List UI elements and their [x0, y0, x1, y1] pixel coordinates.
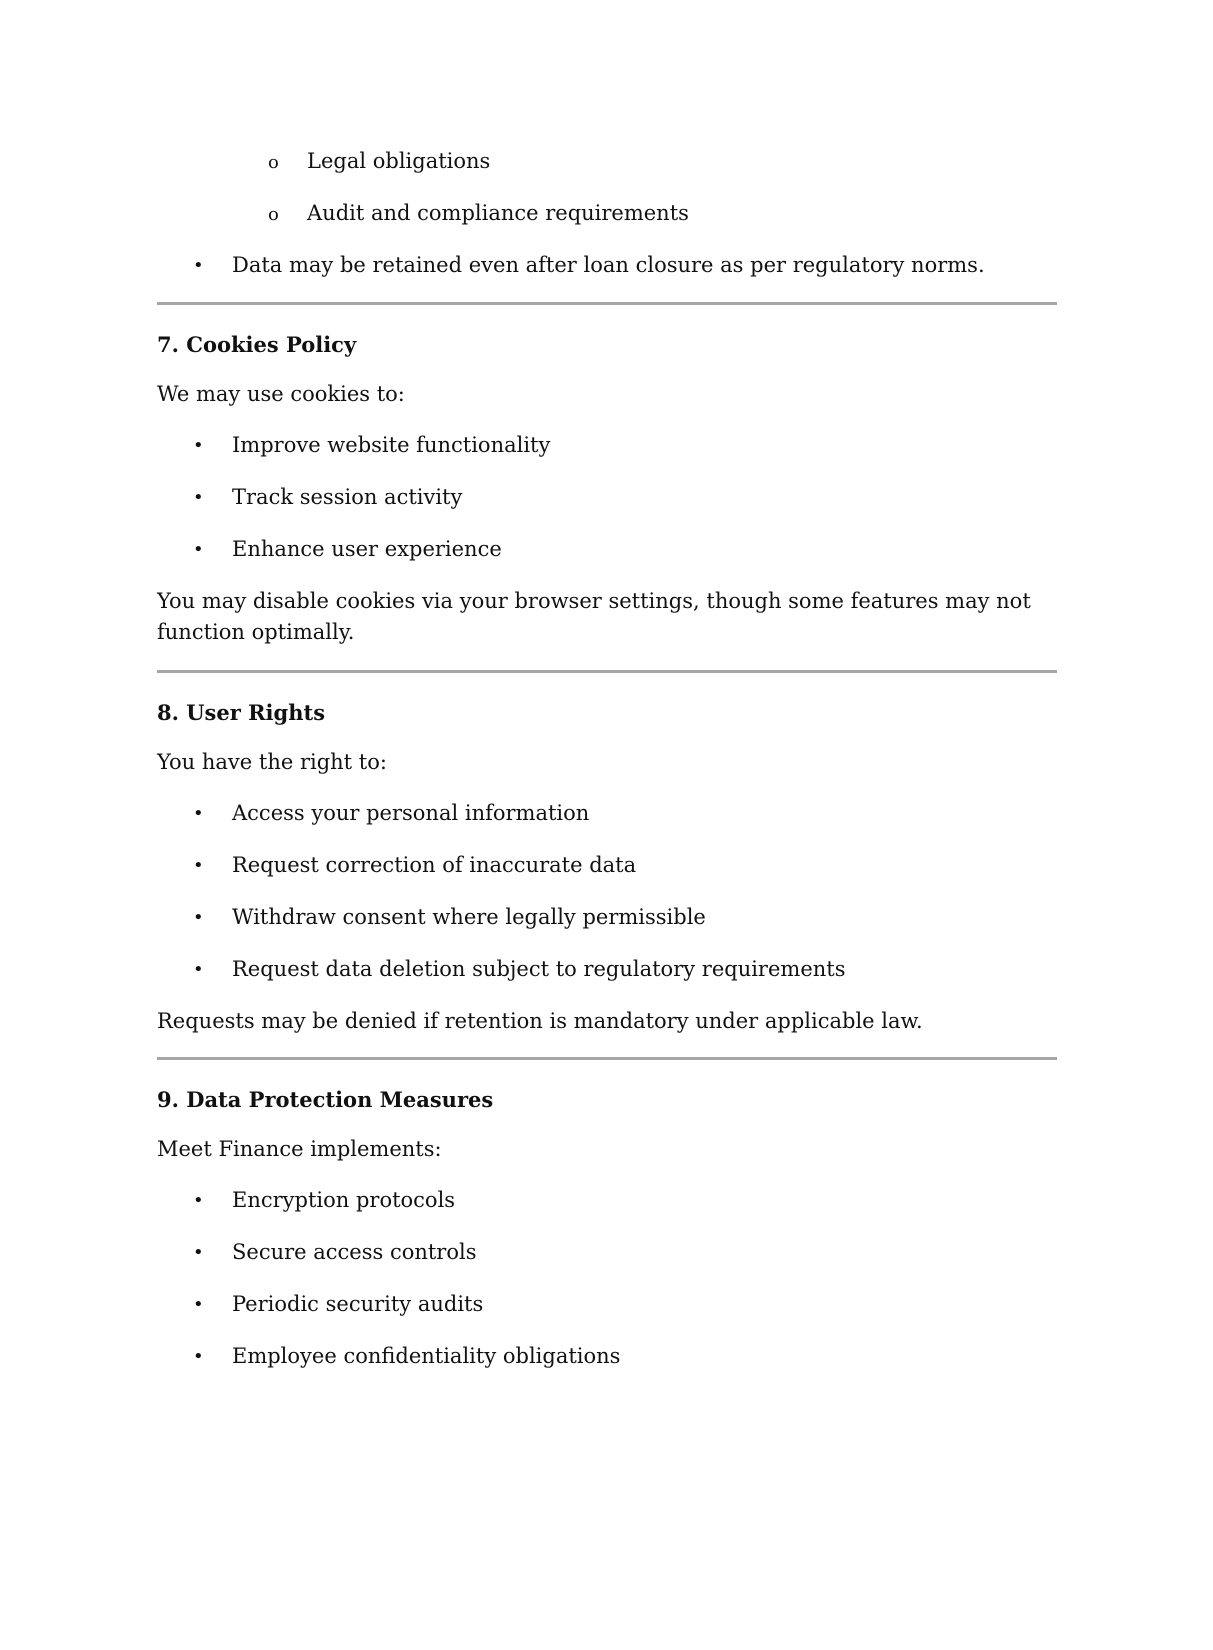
- list-item: [157, 798, 1057, 829]
- list-item-text: Employee confidentiality obligations: [232, 1344, 621, 1368]
- list-item: [157, 1185, 1057, 1216]
- section-divider: [157, 302, 1057, 305]
- list-item-text: Secure access controls: [232, 1240, 477, 1264]
- list-item: [157, 146, 1057, 177]
- list-item-text: Access your personal information: [232, 801, 590, 825]
- section-divider: [157, 1057, 1057, 1060]
- section-intro: You have the right to:: [157, 750, 387, 774]
- list-item-text: Withdraw consent where legally permissible: [232, 905, 706, 929]
- cookies-bullet-list: [157, 430, 1057, 565]
- list-item: [157, 850, 1057, 881]
- list-item: [157, 198, 1057, 229]
- list-item: [157, 954, 1057, 985]
- list-item: [157, 250, 1057, 281]
- list-item: [157, 430, 1057, 461]
- bullet-icon: •: [193, 539, 204, 560]
- circle-bullet-icon: o: [268, 204, 279, 225]
- list-item: [157, 1237, 1057, 1268]
- section-divider: [157, 670, 1057, 673]
- section-intro: Meet Finance implements:: [157, 1137, 442, 1161]
- bullet-icon: •: [193, 1242, 204, 1263]
- list-item-text: Periodic security audits: [232, 1292, 484, 1316]
- retention-sub-list: [157, 146, 1057, 229]
- list-item-text: Improve website functionality: [232, 433, 551, 457]
- section-outro: You may disable cookies via your browser settings, though some features may not function optimally.: [157, 589, 1031, 644]
- bullet-icon: •: [193, 435, 204, 456]
- list-item-text: Enhance user experience: [232, 537, 502, 561]
- section-intro: We may use cookies to:: [157, 382, 405, 406]
- list-item-text: Track session activity: [232, 485, 463, 509]
- list-item-text: Data may be retained even after loan closure as per regulatory norms.: [232, 253, 985, 277]
- bullet-icon: •: [193, 1190, 204, 1211]
- section-heading-data-protection: 9. Data Protection Measures: [157, 1087, 494, 1112]
- section-outro: Requests may be denied if retention is mandatory under applicable law.: [157, 1009, 923, 1033]
- list-item-text: Request data deletion subject to regulatory requirements: [232, 957, 846, 981]
- document-content: [157, 146, 1057, 1393]
- user-rights-bullet-list: [157, 798, 1057, 985]
- list-item-text: Legal obligations: [307, 149, 491, 173]
- list-item: [157, 1341, 1057, 1372]
- bullet-icon: •: [193, 1346, 204, 1367]
- data-protection-bullet-list: [157, 1185, 1057, 1372]
- list-item: [157, 482, 1057, 513]
- bullet-icon: •: [193, 487, 204, 508]
- bullet-icon: •: [193, 959, 204, 980]
- list-item-text: Audit and compliance requirements: [307, 201, 689, 225]
- bullet-icon: •: [193, 907, 204, 928]
- circle-bullet-icon: o: [268, 152, 279, 173]
- bullet-icon: •: [193, 855, 204, 876]
- list-item-text: Encryption protocols: [232, 1188, 456, 1212]
- list-item: [157, 534, 1057, 565]
- bullet-icon: •: [193, 1294, 204, 1315]
- retention-bullet-list: [157, 250, 1057, 281]
- list-item-text: Request correction of inaccurate data: [232, 853, 637, 877]
- bullet-icon: •: [193, 803, 204, 824]
- bullet-icon: •: [193, 255, 204, 276]
- list-item: [157, 1289, 1057, 1320]
- section-heading-user-rights: 8. User Rights: [157, 700, 326, 725]
- list-item: [157, 902, 1057, 933]
- section-heading-cookies-policy: 7. Cookies Policy: [157, 332, 357, 357]
